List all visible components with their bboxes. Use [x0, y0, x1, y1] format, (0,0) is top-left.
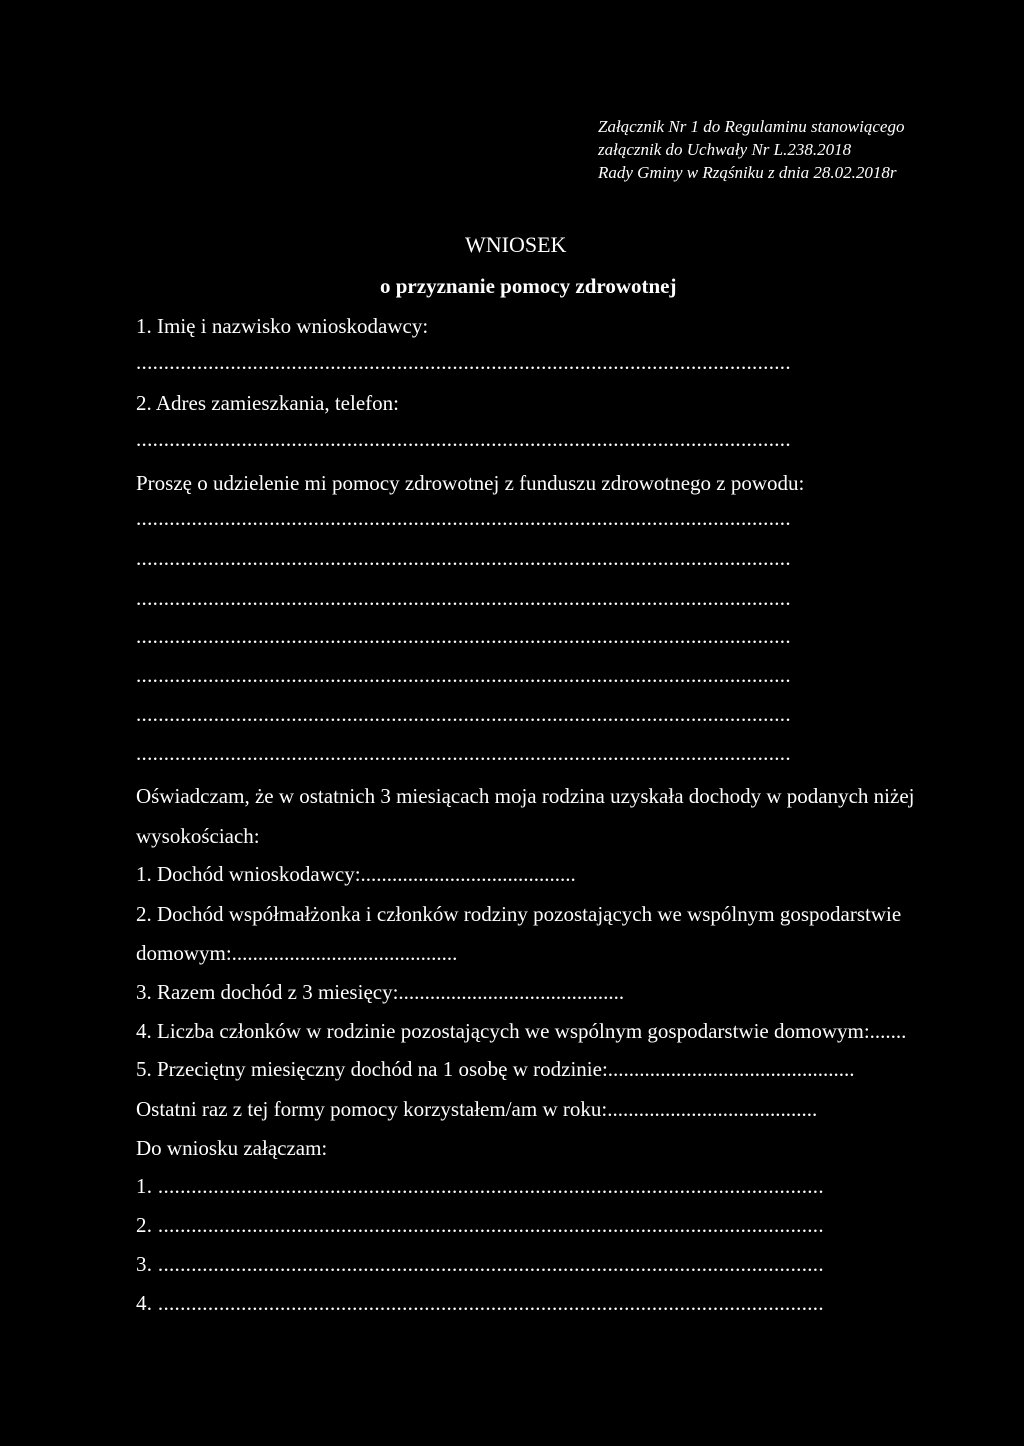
- declaration-line-1: Oświadczam, że w ostatnich 3 miesiącach moja rodzina uzyskała dochody w podanych niżej: [136, 784, 915, 808]
- attachments-label: Do wniosku załączam:: [136, 1136, 328, 1160]
- applicant-name-field[interactable]: ......................................................................................................................: [136, 352, 791, 373]
- reason-line-3[interactable]: ......................................................................................................................: [136, 588, 791, 609]
- income-family-line-1: 2. Dochód współmałżonka i członków rodziny pozostających we wspólnym gospodarstwie: [136, 902, 902, 926]
- reason-line-6[interactable]: ......................................................................................................................: [136, 704, 791, 725]
- header-note-line-2: załącznik do Uchwały Nr L.238.2018: [598, 140, 852, 159]
- reason-line-2[interactable]: ......................................................................................................................: [136, 548, 791, 569]
- last-aid-year[interactable]: Ostatni raz z tej formy pomocy korzystałem/am w roku:........................................: [136, 1097, 818, 1121]
- header-note-line-3: Rady Gminy w Rząśniku z dnia 28.02.2018r: [598, 163, 897, 182]
- reason-line-5[interactable]: ......................................................................................................................: [136, 665, 791, 686]
- form-title: WNIOSEK: [465, 232, 567, 257]
- reason-line-7[interactable]: ......................................................................................................................: [136, 743, 791, 764]
- household-members-count[interactable]: 4. Liczba członków w rodzinie pozostających we wspólnym gospodarstwie domowym:.......: [136, 1019, 907, 1043]
- request-text: Proszę o udzielenie mi pomocy zdrowotnej z funduszu zdrowotnego z powodu:: [136, 471, 805, 495]
- attachment-line-2[interactable]: 2. ........................................................................................................................: [136, 1215, 824, 1236]
- income-family-line-2[interactable]: domowym:...........................................: [136, 941, 458, 965]
- attachment-line-3[interactable]: 3. ........................................................................................................................: [136, 1254, 824, 1275]
- income-applicant[interactable]: 1. Dochód wnioskodawcy:.........................................: [136, 862, 576, 886]
- applicant-name-label: 1. Imię i nazwisko wnioskodawcy:: [136, 314, 429, 338]
- attachment-line-1[interactable]: 1. ........................................................................................................................: [136, 1176, 824, 1197]
- declaration-line-2: wysokościach:: [136, 824, 260, 848]
- attachment-line-4[interactable]: 4. ........................................................................................................................: [136, 1293, 824, 1314]
- header-note-line-1: Załącznik Nr 1 do Regulaminu stanowiącego: [598, 117, 905, 136]
- address-phone-label: 2. Adres zamieszkania, telefon:: [136, 391, 399, 415]
- address-phone-field[interactable]: ......................................................................................................................: [136, 429, 791, 450]
- average-income-per-person[interactable]: 5. Przeciętny miesięczny dochód na 1 osobę w rodzinie:...............................................: [136, 1057, 855, 1081]
- reason-line-4[interactable]: ......................................................................................................................: [136, 626, 791, 647]
- reason-line-1[interactable]: ......................................................................................................................: [136, 508, 791, 529]
- form-subtitle: o przyznanie pomocy zdrowotnej: [380, 274, 677, 298]
- income-total-3-months[interactable]: 3. Razem dochód z 3 miesięcy:...........................................: [136, 980, 625, 1004]
